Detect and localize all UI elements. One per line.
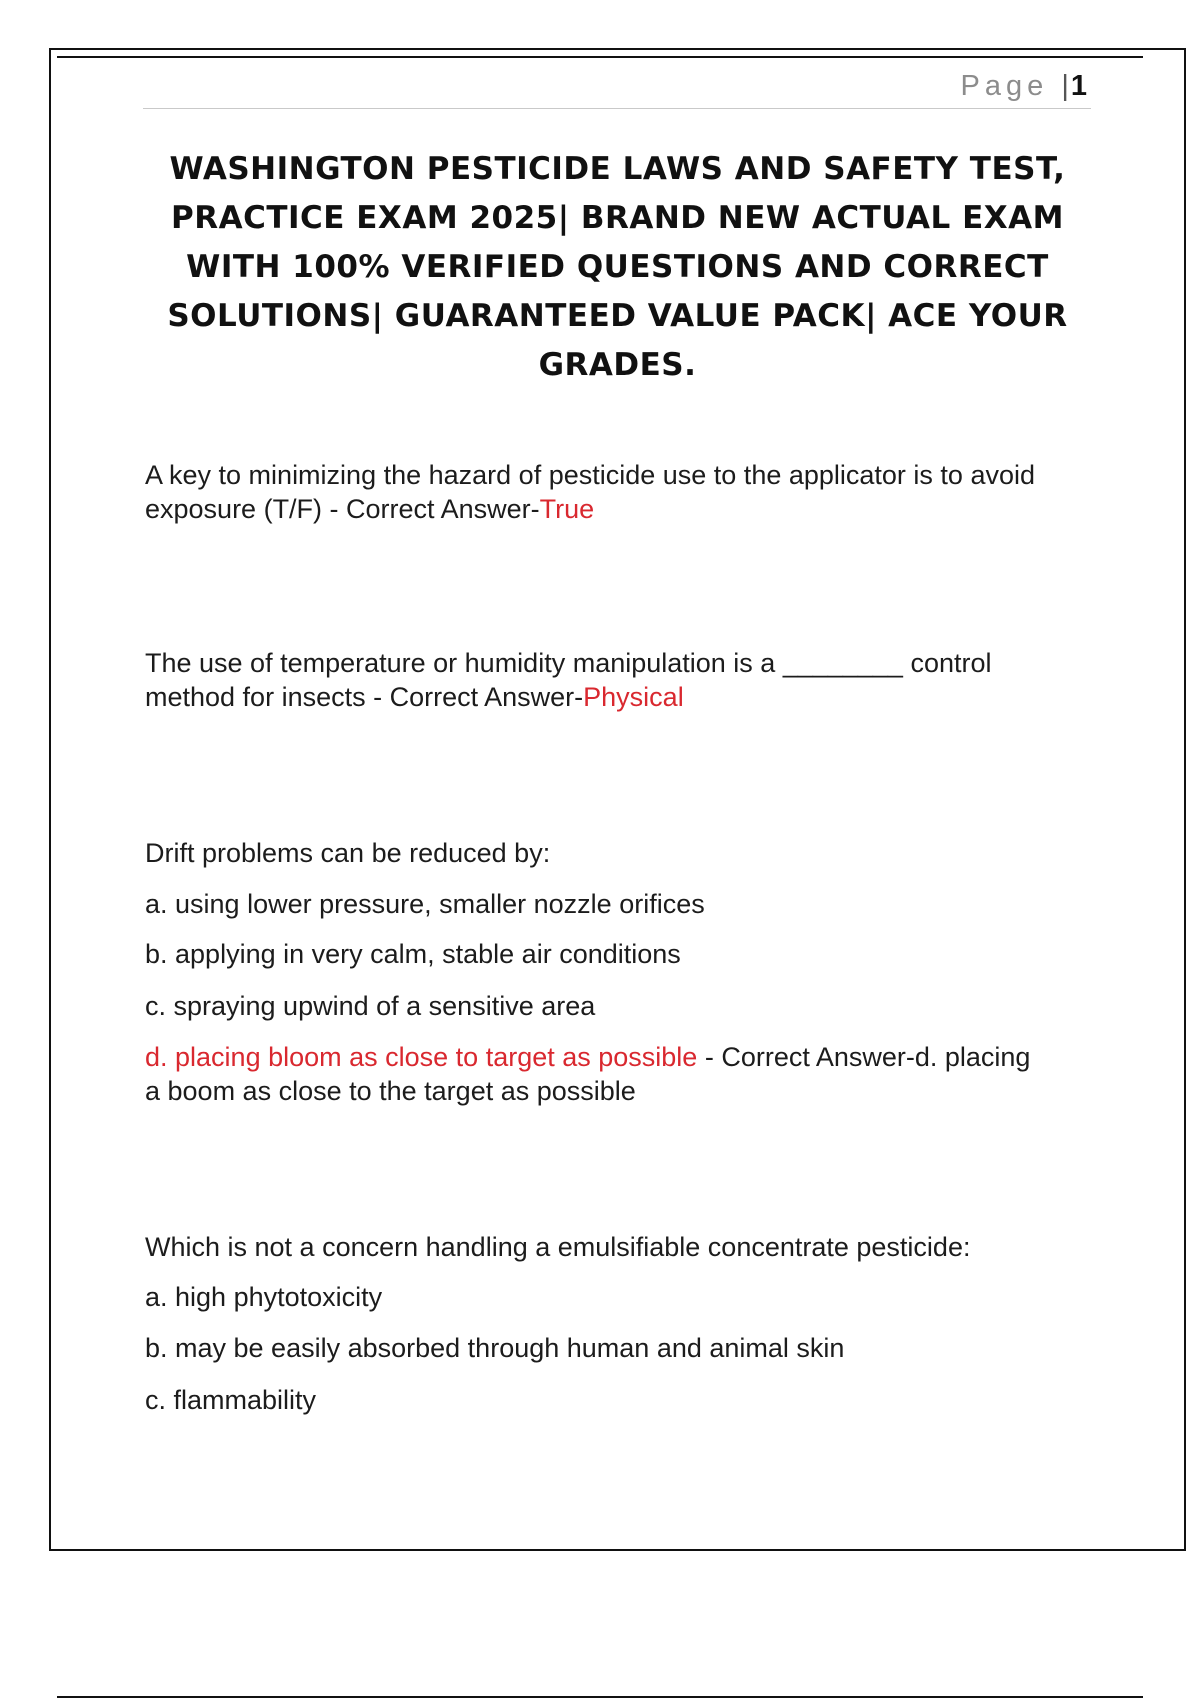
title-line: PRACTICE EXAM 2025| BRAND NEW ACTUAL EXAM [171,200,1064,236]
header-rule [143,108,1091,109]
question-3-stem: Drift problems can be reduced by: [145,838,551,868]
correct-answer: True [539,494,595,524]
option-b: b. may be easily absorbed through human and animal skin [145,1333,845,1363]
option-b: b. applying in very calm, stable air conditions [145,939,681,969]
page-label: Page [960,70,1049,102]
highlighted-option: d. placing bloom as close to target as possible [145,1042,698,1072]
title-line: WITH 100% VERIFIED QUESTIONS AND CORRECT [186,249,1049,285]
option-a: a. high phytotoxicity [145,1282,383,1312]
question-2 [145,646,1090,714]
question-text: A key to minimizing the hazard of pesticide use to the applicator is to avoid [145,460,1035,490]
top-rule [57,56,1143,58]
page-number [961,70,1087,103]
page-number-value: 1 [1070,70,1087,102]
option-a: a. using lower pressure, smaller nozzle orifices [145,889,705,919]
answer-line [145,1040,1090,1074]
question-1 [145,458,1090,526]
title-line: SOLUTIONS| GUARANTEED VALUE PACK| ACE YOUR [167,298,1068,334]
document-title [140,145,1095,390]
option-c: c. flammability [145,1385,317,1415]
bottom-rule [57,1696,1143,1698]
question-text: exposure (T/F) - Correct Answer- [145,494,540,524]
correct-answer: Physical [583,682,684,712]
correct-answer-continued: a boom as close to the target as possible [145,1076,636,1106]
question-4-stem: Which is not a concern handling a emulsifiable concentrate pesticide: [145,1232,971,1262]
question-3-answer [145,1040,1090,1108]
question-answer-line [145,680,1090,714]
title-line: GRADES. [538,347,697,383]
question-text: The use of temperature or humidity manipulation is a ________ control [145,648,992,678]
question-answer-line [145,492,1090,526]
option-c: c. spraying upwind of a sensitive area [145,991,596,1021]
question-text: method for insects - Correct Answer- [145,682,584,712]
title-line: WASHINGTON PESTICIDE LAWS AND SAFETY TEST, [169,151,1066,187]
page-separator: | [1061,70,1071,102]
correct-answer: - Correct Answer-d. placing [697,1042,1031,1072]
